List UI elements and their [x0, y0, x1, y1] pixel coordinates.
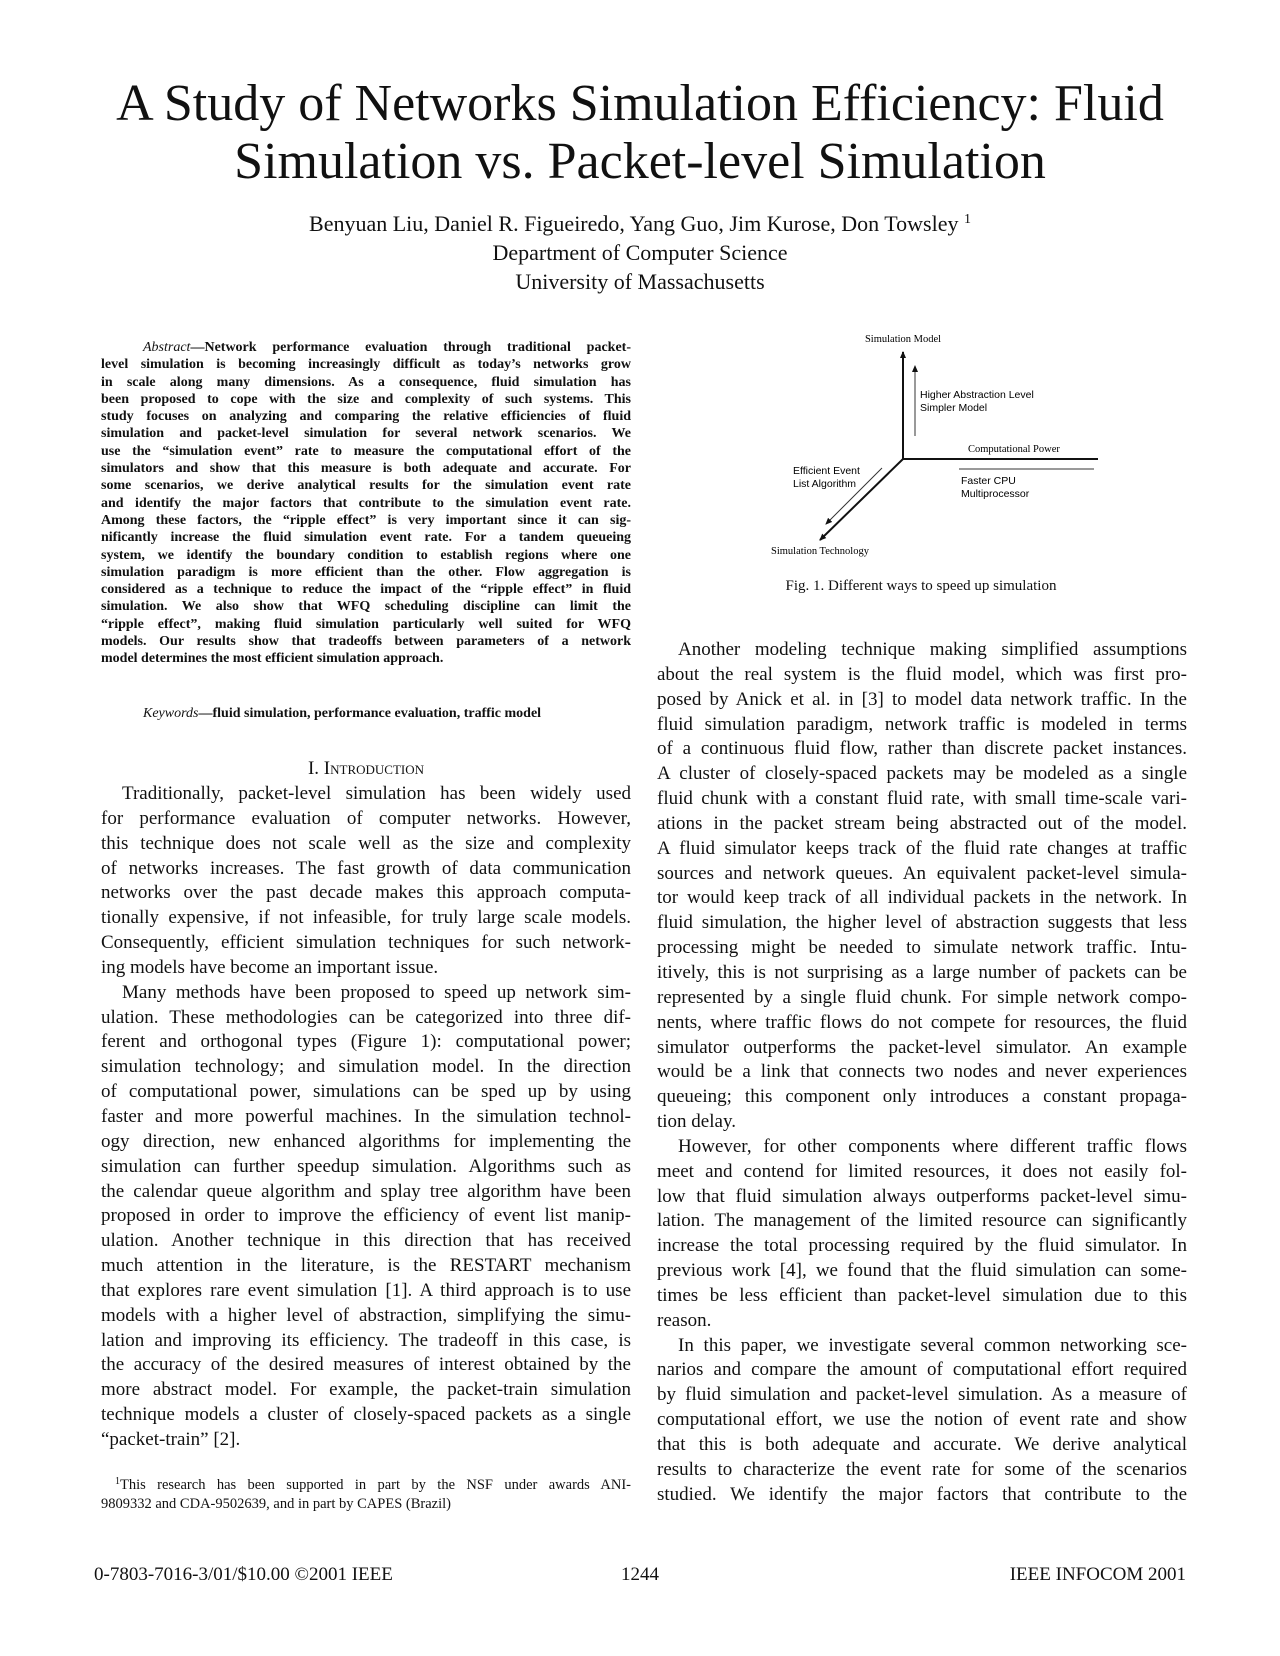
- section-heading-introduction: I. Introduction: [307, 758, 425, 779]
- text-line: narios and compare the amount of computational effort required: [657, 1359, 1187, 1381]
- abstract-text: in scale along many dimensions. As a consequence, fluid simulation has: [101, 374, 631, 390]
- abstract-text: —Network performance evaluation through traditional packet-: [190, 340, 631, 355]
- text-line: In this paper, we investigate several common networking sce-: [678, 1334, 1187, 1356]
- abstract-text: study focuses on analyzing and comparing the relative efficiencies of fluid: [101, 409, 631, 425]
- text-line: the calendar queue algorithm and splay tree algorithm have been: [101, 1180, 631, 1202]
- keywords: [143, 706, 541, 722]
- footnote-mark: 1: [115, 1476, 120, 1487]
- text-line: increase the total processing required by the fluid simulator. In: [657, 1235, 1187, 1257]
- author-list: Benyuan Liu, Daniel R. Figueiredo, Yang Guo, Jim Kurose, Don Towsley: [309, 211, 959, 236]
- footnote-text-1: This research has been supported in part by the NSF under awards ANI-: [120, 1477, 631, 1493]
- text-line: fluid simulation, the higher level of abstraction suggests that less: [657, 912, 1187, 934]
- title-line-2: Simulation vs. Packet-level Simulation: [234, 133, 1046, 190]
- footnote-line-2: 9809332 and CDA-9502639, and in part by CAPES (Brazil): [101, 1496, 451, 1512]
- model-note-1: Higher Abstraction Level: [920, 389, 1034, 401]
- abstract-line: [101, 633, 631, 650]
- text-line: ulation. These methodologies can be categorized into three dif-: [101, 1006, 631, 1028]
- text-line: Consequently, efficient simulation techniques for such network-: [101, 932, 631, 954]
- text-line: Traditionally, packet-level simulation has been widely used: [122, 783, 631, 804]
- abstract-text: and identify the major factors that contribute to the simulation event rate.: [101, 495, 631, 511]
- abstract-text: nificantly increase the fluid simulation event rate. For a tandem queueing: [101, 530, 631, 546]
- abstract-text: use the “simulation event” rate to measure the computational effort of the: [101, 443, 631, 459]
- text-line: studied. We identify the major factors that contribute to the: [657, 1483, 1187, 1505]
- text-line: computational effort, we use the notion of event rate and show: [657, 1409, 1187, 1431]
- abstract-text: considered as a technique to reduce the impact of the “ripple effect” in fluid: [101, 582, 631, 598]
- text-line: sources and network queues. An equivalent packet-level simula-: [657, 862, 1187, 884]
- technology-note-2: List Algorithm: [793, 478, 857, 490]
- right-column-body: [657, 638, 1187, 1508]
- paragraph: [657, 638, 1187, 1135]
- footer-copyright: 0-7803-7016-3/01/$10.00 ©2001 IEEE: [94, 1564, 393, 1585]
- text-line: ing models have become an important issue.: [101, 956, 439, 978]
- abstract-label: Abstract: [143, 340, 191, 355]
- footnote: [101, 1472, 631, 1514]
- text-line: fluid simulation paradigm, network traffic is modeled in terms: [657, 713, 1187, 735]
- text-line: tion delay.: [657, 1111, 736, 1133]
- text-line: models with a higher level of abstraction, simplifying the simu-: [101, 1304, 631, 1326]
- text-line: lation and improving its efficiency. The tradeoff in this case, is: [101, 1329, 631, 1351]
- footer-venue: IEEE INFOCOM 2001: [1009, 1564, 1186, 1585]
- text-line: of networks increases. The fast growth of data communication: [101, 857, 631, 879]
- text-line: technique models a cluster of closely-spaced packets as a single: [101, 1404, 631, 1426]
- abstract-text: “ripple effect”, making fluid simulation particularly well suited for WFQ: [101, 616, 631, 632]
- text-line: the accuracy of the desired measures of interest obtained by the: [101, 1354, 631, 1376]
- text-line: lation. The management of the limited resource can significantly: [657, 1210, 1187, 1232]
- text-line: itively, this is not surprising as a large number of packets can be: [657, 961, 1187, 983]
- paragraph: [657, 1135, 1187, 1334]
- left-column-body: [101, 782, 631, 1453]
- abstract-text: simulation. We also show that WFQ scheduling discipline can limit the: [101, 599, 631, 615]
- text-line: much attention in the literature, is the RESTART mechanism: [101, 1255, 631, 1277]
- text-line: simulator outperforms the packet-level simulator. An example: [657, 1036, 1187, 1058]
- text-line: low that fluid simulation always outperforms packet-level simu-: [657, 1185, 1187, 1207]
- text-line: tionally expensive, if not infeasible, for truly large scale models.: [101, 907, 631, 929]
- abstract-line: [101, 650, 631, 667]
- footer-page-number: 1244: [621, 1564, 659, 1585]
- department: Department of Computer Science: [492, 240, 788, 265]
- axis-label-model: Simulation Model: [864, 334, 942, 345]
- text-line: ulation. Another technique in this direction that has received: [101, 1230, 631, 1252]
- text-line: of computational power, simulations can be sped up by using: [101, 1081, 631, 1103]
- text-line: processing might be needed to simulate network traffic. Intu-: [657, 937, 1187, 959]
- text-line: tor would keep track of all individual packets in the network. In: [657, 887, 1187, 909]
- author-footnote-mark: 1: [963, 212, 971, 227]
- abstract-text: models. Our results show that tradeoffs between parameters of a network: [101, 634, 631, 650]
- technology-note-1: Efficient Event: [793, 465, 860, 477]
- abstract-text: level simulation is becoming increasingly difficult as today’s networks grow: [101, 357, 631, 373]
- text-line: previous work [4], we found that the fluid simulation can some-: [657, 1260, 1187, 1282]
- abstract-text: some scenarios, we derive analytical results for the simulation event rate: [101, 478, 631, 494]
- axis-label-power: Computational Power: [968, 444, 1060, 455]
- text-line: that explores rare event simulation [1]. A third approach is to use: [101, 1279, 631, 1301]
- text-line: by fluid simulation and packet-level simulation. As a measure of: [657, 1384, 1187, 1406]
- text-line: posed by Anick et al. in [3] to model data network traffic. In the: [657, 688, 1187, 710]
- abstract-text: model determines the most efficient simulation approach.: [101, 651, 444, 667]
- text-line: meet and contend for limited resources, it does not easily fol-: [657, 1160, 1187, 1182]
- text-line: queueing; this component only introduces a constant propaga-: [657, 1086, 1187, 1108]
- axis-label-technology: Simulation Technology: [771, 546, 869, 557]
- text-line: that this is both adequate and accurate. We derive analytical: [657, 1434, 1187, 1455]
- text-line: nents, where traffic flows do not compete for resources, the fluid: [657, 1011, 1187, 1033]
- text-line: “packet-train” [2].: [101, 1428, 241, 1450]
- text-line: Many methods have been proposed to speed up network sim-: [122, 981, 631, 1003]
- text-line: However, for other components where different traffic flows: [678, 1135, 1187, 1157]
- title-line-1: A Study of Networks Simulation Efficiency: Fluid: [116, 75, 1164, 132]
- paragraph: [657, 1334, 1187, 1508]
- abstract-text: Among these factors, the “ripple effect” is very important since it can sig-: [101, 512, 631, 528]
- paragraph: [101, 981, 631, 1453]
- text-line: networks over the past decade makes this approach computa-: [101, 882, 631, 904]
- text-line: fluid chunk with a constant fluid rate, with small time-scale vari-: [657, 788, 1187, 810]
- abstract-text: been proposed to cope with the size and complexity of such systems. This: [101, 391, 631, 407]
- text-line: faster and more powerful machines. In the simulation technol-: [101, 1105, 631, 1127]
- text-line: of a continuous fluid flow, rather than discrete packet instances.: [657, 738, 1187, 760]
- text-line: simulation can further speedup simulation. Algorithms such as: [101, 1155, 631, 1177]
- text-line: would be a link that connects two nodes and never experiences: [657, 1061, 1187, 1083]
- text-line: more abstract model. For example, the packet-train simulation: [101, 1379, 631, 1401]
- abstract-text: simulators and show that this measure is both adequate and accurate. For: [101, 461, 631, 477]
- keywords-text: —fluid simulation, performance evaluation, traffic model: [198, 706, 542, 721]
- text-line: this technique does not scale well as the size and complexity: [101, 832, 631, 854]
- text-line: A fluid simulator keeps track of the fluid rate changes at traffic: [657, 837, 1187, 859]
- model-note-2: Simpler Model: [920, 402, 988, 414]
- text-line: ferent and orthogonal types (Figure 1): computational power;: [101, 1031, 631, 1053]
- figure-1-caption: Fig. 1. Different ways to speed up simulation: [785, 578, 1057, 594]
- text-line: results to characterize the event rate for some of the scenarios: [657, 1458, 1187, 1480]
- text-line: ations in the packet stream being abstracted out of the model.: [657, 812, 1187, 834]
- text-line: Another modeling technique making simplified assumptions: [678, 639, 1187, 660]
- text-line: represented by a single fluid chunk. For simple network compo-: [657, 986, 1187, 1008]
- abstract-text: simulation and packet-level simulation for several network scenarios. We: [101, 426, 631, 442]
- power-note-2: Multiprocessor: [961, 488, 1030, 500]
- figure-1-diagram: [0, 0, 1280, 620]
- abstract-text: system, we identify the boundary condition to establish regions where one: [101, 547, 631, 563]
- abstract-text: simulation paradigm is more efficient than the other. Flow aggregation is: [101, 564, 631, 580]
- footnote-line-1: [101, 1472, 631, 1495]
- keywords-label: Keywords: [143, 706, 199, 721]
- text-line: about the real system is the fluid model, which was first pro-: [657, 663, 1187, 685]
- text-line: A cluster of closely-spaced packets may be modeled as a single: [657, 763, 1187, 785]
- text-line: ogy direction, new enhanced algorithms for implementing the: [101, 1130, 631, 1152]
- university: University of Massachusetts: [515, 269, 765, 294]
- text-line: proposed in order to improve the efficiency of event list manip-: [101, 1205, 631, 1227]
- power-note-1: Faster CPU: [961, 475, 1016, 487]
- text-line: reason.: [657, 1309, 712, 1331]
- text-line: times be less efficient than packet-level simulation due to this: [657, 1284, 1187, 1306]
- text-line: simulation technology; and simulation model. In the direction: [101, 1056, 631, 1078]
- text-line: for performance evaluation of computer networks. However,: [101, 807, 631, 829]
- paragraph: [101, 782, 631, 981]
